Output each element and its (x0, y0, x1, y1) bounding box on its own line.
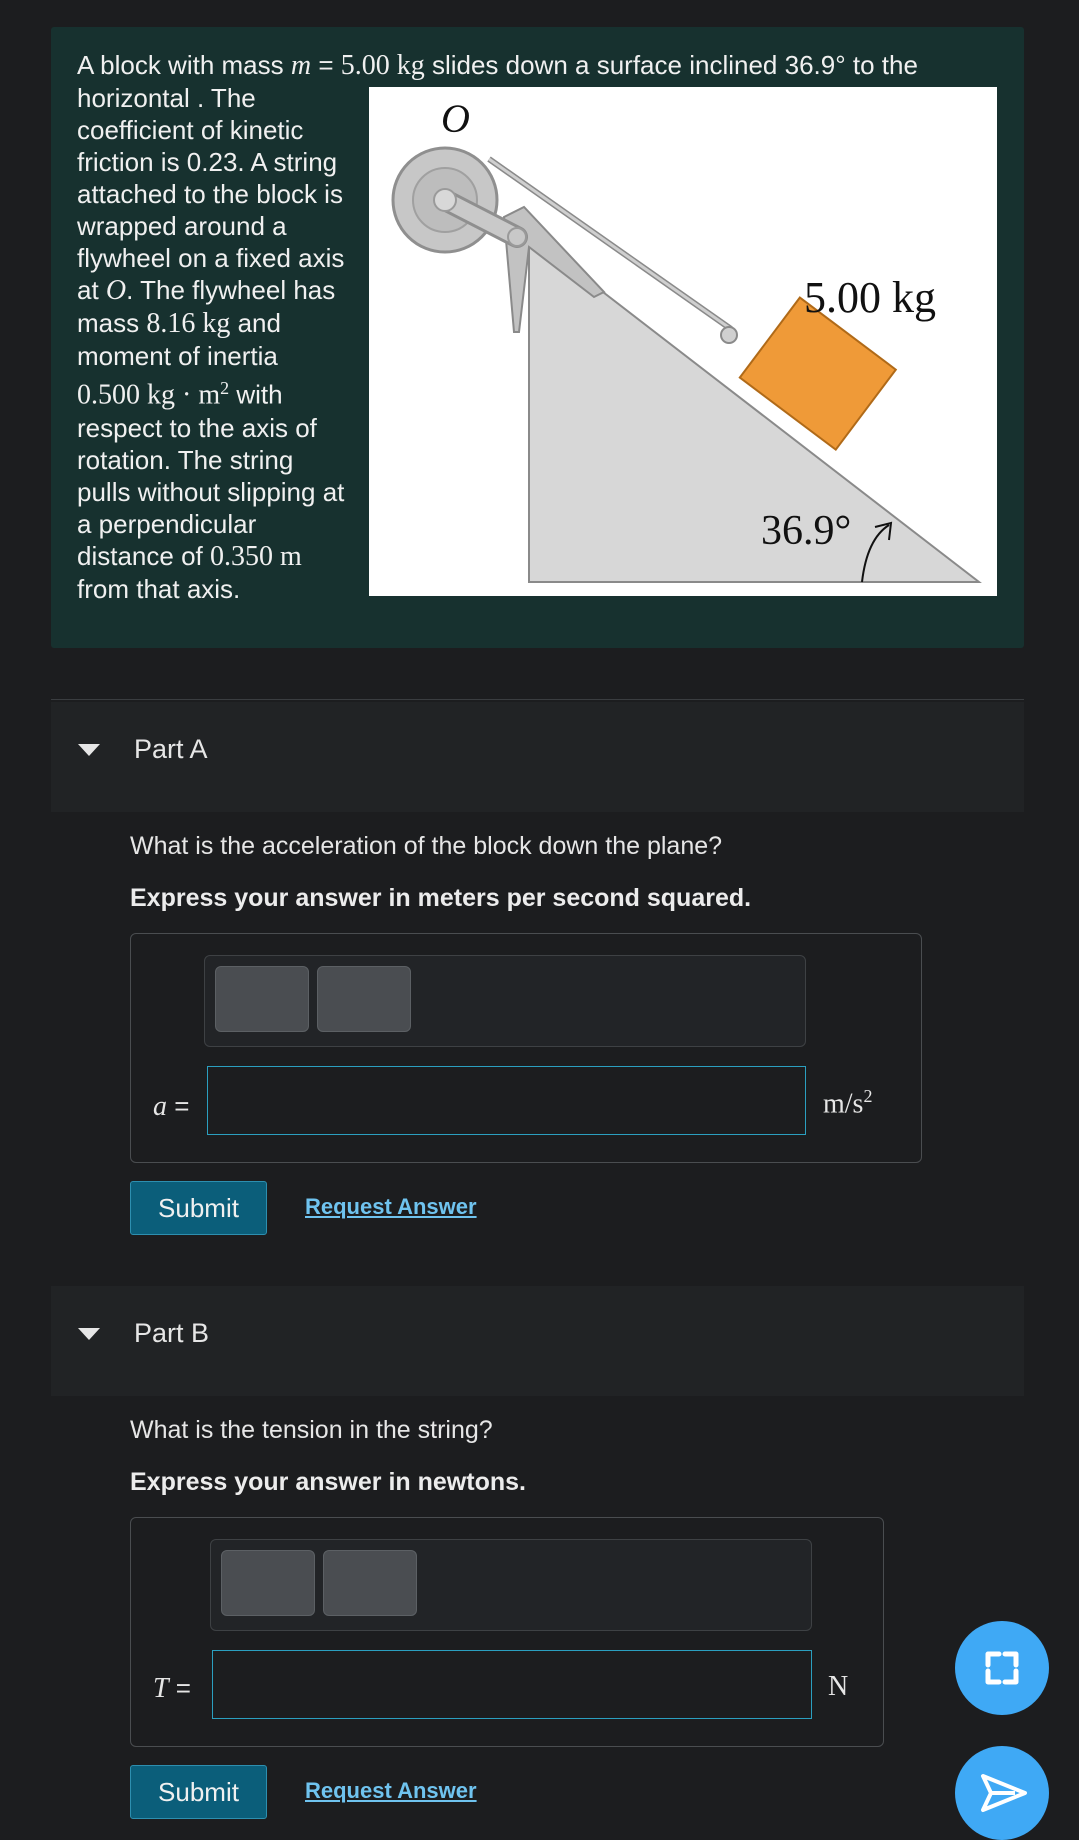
acceleration-input[interactable] (207, 1066, 806, 1135)
text-fragment: with respect to the axis of rotation. The string pulls without slipping at a perpendicular distance of (77, 379, 345, 571)
flywheel-mass-value: 8.16 kg (146, 308, 231, 339)
fullscreen-button[interactable] (955, 1621, 1049, 1715)
part-a-submit-button[interactable]: Submit (130, 1181, 267, 1235)
inertia-value: 0.500 kg · m (77, 379, 221, 411)
part-a-instruction: Express your answer in meters per second squared. (130, 884, 752, 912)
problem-first-line (77, 49, 957, 82)
text-fragment: horizontal . The coefficient of kinetic friction is 0.23. A string attached to the block is wrapped around a flywheel on a fixed axis at (77, 83, 345, 305)
incline-diagram (369, 87, 997, 596)
problem-body (77, 82, 347, 605)
part-b-math-toolbar (210, 1539, 812, 1631)
axis-pin (434, 189, 456, 211)
bracket-pin (508, 228, 526, 246)
part-b-variable (153, 1673, 191, 1705)
axis-label-figure: O (441, 96, 470, 141)
part-b-instruction: Express your answer in newtons. (130, 1468, 526, 1496)
text-fragment: to the (845, 50, 918, 80)
string-attachment (721, 327, 737, 343)
part-a-answer-box (130, 933, 922, 1163)
part-a-math-toolbar (204, 955, 806, 1047)
variable-symbol: T (153, 1673, 169, 1704)
part-a-title: Part A (134, 734, 208, 764)
block-mass-value: 5.00 kg (340, 50, 425, 81)
text-fragment: slides down a surface inclined (424, 50, 785, 80)
part-a-unit (823, 1086, 872, 1120)
part-a-variable (153, 1091, 189, 1123)
part-b-header[interactable] (51, 1286, 1024, 1396)
axis-label: O (105, 275, 127, 306)
variable-symbol: a (153, 1091, 167, 1122)
symbol-button[interactable] (323, 1550, 417, 1616)
part-a-question: What is the acceleration of the block down the plane? (130, 832, 723, 860)
part-b-submit-button[interactable]: Submit (130, 1765, 267, 1819)
part-b-request-answer-link[interactable]: Request Answer (305, 1778, 477, 1803)
distance-value: 0.350 m (209, 540, 302, 572)
part-b-title: Part B (134, 1318, 210, 1348)
inertia-exponent: 2 (220, 378, 230, 398)
part-a-request-answer-link[interactable]: Request Answer (305, 1194, 477, 1219)
unit-exponent: 2 (863, 1086, 873, 1106)
equals-sign: = (167, 1091, 190, 1121)
section-divider (51, 699, 1024, 700)
text-fragment: from that axis. (77, 573, 241, 604)
text-fragment: and moment of inertia (77, 308, 281, 371)
template-button[interactable] (221, 1550, 315, 1616)
part-b-answer-box (130, 1517, 884, 1747)
symbol-button[interactable] (317, 966, 411, 1032)
fullscreen-icon (955, 1621, 1049, 1715)
send-icon (955, 1746, 1049, 1840)
part-b-question: What is the tension in the string? (130, 1416, 493, 1444)
mass-label-figure: 5.00 kg (804, 273, 936, 322)
caret-down-icon[interactable] (78, 1328, 100, 1340)
mass-variable: m (290, 50, 312, 81)
caret-down-icon[interactable] (78, 744, 100, 756)
unit-text: m/s (823, 1088, 864, 1120)
part-b-unit: N (828, 1671, 849, 1702)
incline-figure (369, 87, 997, 596)
text-fragment: = (311, 50, 341, 80)
part-a-header[interactable] (51, 702, 1024, 812)
equals-sign: = (168, 1673, 191, 1703)
send-button[interactable] (955, 1746, 1049, 1840)
text-fragment: . The flywheel has mass (77, 275, 336, 338)
template-button[interactable] (215, 966, 309, 1032)
problem-statement (51, 27, 1024, 648)
incline-angle-value: 36.9° (784, 50, 846, 80)
angle-label-figure: 36.9° (761, 508, 852, 554)
tension-input[interactable] (212, 1650, 812, 1719)
text-fragment: A block with mass (77, 50, 291, 80)
